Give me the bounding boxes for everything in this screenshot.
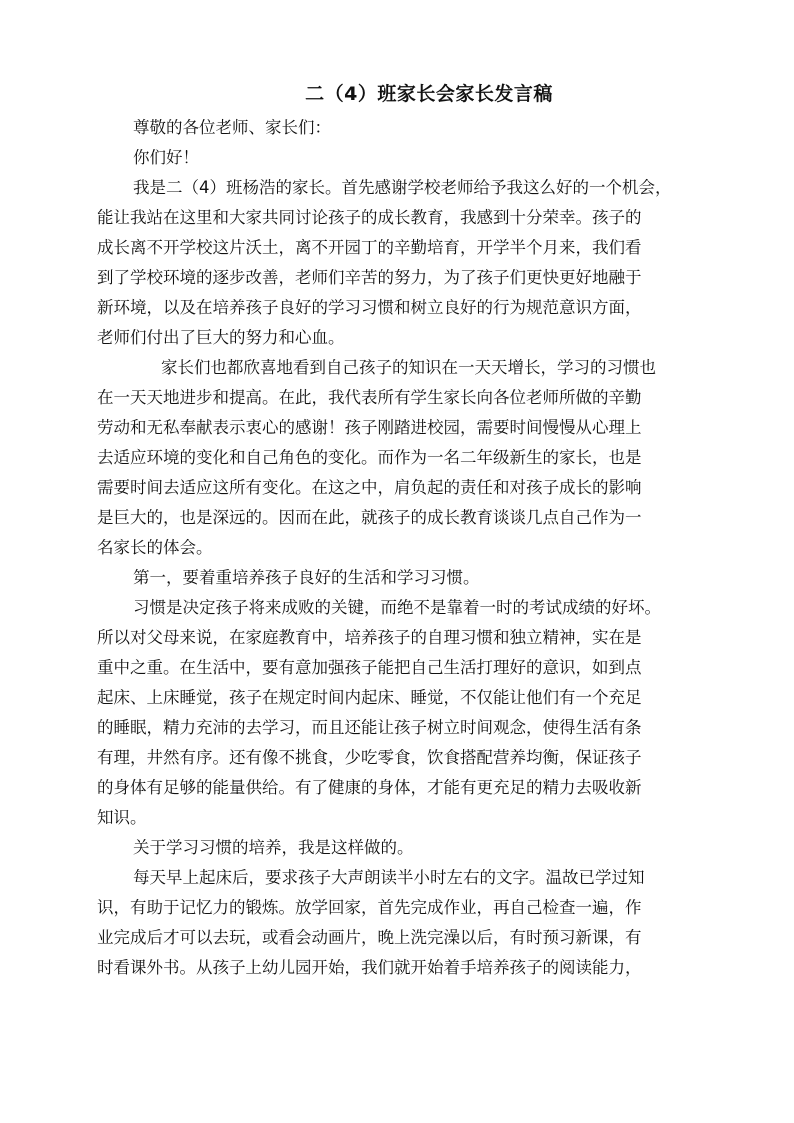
body-line: 能让我站在这里和大家共同讨论孩子的成长教育，我感到十分荣幸。孩子的	[97, 208, 642, 227]
body-line: 在一天天地进步和提高。在此，我代表所有学生家长向各位老师所做的辛勤	[97, 388, 642, 407]
body-line: 劳动和无私奉献表示衷心的感谢！孩子刚踏进校园，需要时间慢慢从心理上	[97, 418, 642, 437]
body-line: 重中之重。在生活中，要有意加强孩子能把自己生活打理好的意识，如到点	[97, 658, 642, 677]
body-line: 有理，井然有序。还有像不挑食，少吃零食，饮食搭配营养均衡，保证孩子	[97, 748, 642, 767]
body-line: 习惯是决定孩子将来成败的关键，而绝不是靠着一时的考试成绩的好坏。	[133, 598, 661, 617]
body-line: 名家长的体会。	[97, 538, 213, 557]
body-line: 成长离不开学校这片沃土，离不开园丁的辛勤培育，开学半个月来，我们看	[97, 238, 642, 257]
body-line: 第一，要着重培养孩子良好的生活和学习习惯。	[133, 568, 480, 587]
body-line: 尊敬的各位老师、家长们：	[133, 118, 331, 137]
body-line: 知识。	[97, 808, 147, 827]
body-line: 所以对父母来说，在家庭教育中，培养孩子的自理习惯和独立精神，实在是	[97, 628, 642, 647]
body-line: 关于学习习惯的培养，我是这样做的。	[133, 838, 414, 857]
body-line: 新环境，以及在培养孩子良好的学习习惯和树立良好的行为规范意识方面，	[97, 298, 642, 317]
body-line: 我是二（4）班杨浩的家长。首先感谢学校老师给予我这么好的一个机会，	[133, 178, 672, 197]
body-line: 起床、上床睡觉，孩子在规定时间内起床、睡觉，不仅能让他们有一个充足	[97, 688, 642, 707]
body-line: 需要时间去适应这所有变化。在这之中，肩负起的责任和对孩子成长的影响	[97, 478, 642, 497]
body-line: 你们好！	[133, 148, 199, 167]
document-body	[97, 113, 721, 983]
body-line: 是巨大的，也是深远的。因而在此，就孩子的成长教育谈谈几点自己作为一	[97, 508, 642, 527]
body-line: 识，有助于记忆力的锻炼。放学回家，首先完成作业，再自己检查一遍，作	[97, 898, 642, 917]
body-line: 的身体有足够的能量供给。有了健康的身体，才能有更充足的精力去吸收新	[97, 778, 642, 797]
body-line: 每天早上起床后，要求孩子大声朗读半小时左右的文字。温故已学过知	[133, 868, 645, 887]
body-line: 业完成后才可以去玩，或看会动画片，晚上洗完澡以后，有时预习新课，有	[97, 928, 642, 947]
body-line: 去适应环境的变化和自己角色的变化。而作为一名二年级新生的家长，也是	[97, 448, 642, 467]
body-line: 的睡眠，精力充沛的去学习，而且还能让孩子树立时间观念，使得生活有条	[97, 718, 642, 737]
body-line: 时看课外书。从孩子上幼儿园开始，我们就开始着手培养孩子的阅读能力，	[97, 958, 642, 977]
document-title: 二（4）班家长会家长发言稿	[305, 83, 553, 105]
body-line: 老师们付出了巨大的努力和心血。	[97, 328, 345, 347]
body-line: 家长们也都欣喜地看到自己孩子的知识在一天天增长，学习的习惯也	[161, 358, 656, 377]
body-line: 到了学校环境的逐步改善，老师们辛苦的努力，为了孩子们更快更好地融于	[97, 268, 642, 287]
